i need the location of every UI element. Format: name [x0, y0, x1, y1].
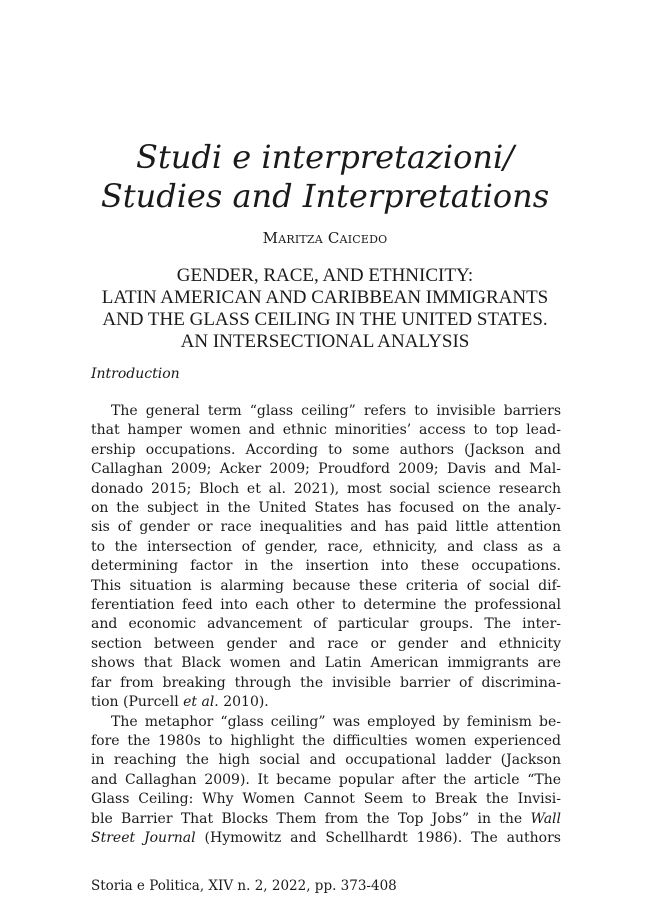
- text-line: that hamper women and ethnic minorities’ access to top lead-: [91, 422, 561, 439]
- text-run: ble Barrier That Blocks Them from the Top Jobs” in the: [91, 810, 531, 827]
- section-title: [0, 138, 650, 216]
- citation-year: 2010).: [218, 694, 269, 711]
- text-line: donado 2015; Bloch et al. 2021), most social science research: [91, 480, 561, 497]
- text-line: far from breaking through the invisible barrier of discrimina-: [91, 674, 561, 691]
- text-line: on the subject in the United States has focused on the analy-: [91, 500, 561, 517]
- journal-name-part-2: Street Journal: [91, 829, 196, 846]
- text-line: in reaching the high social and occupational ladder (Jackson: [91, 752, 561, 769]
- text-line: ership occupations. According to some authors (Jackson and: [91, 441, 561, 458]
- text-line: This situation is alarming because these criteria of social dif-: [91, 577, 561, 594]
- citation-et-al: et al.: [183, 694, 219, 711]
- text-line: Callaghan 2009; Acker 2009; Proudford 2009; Davis and Mal-: [91, 461, 561, 478]
- text-line: ferentiation feed into each other to determine the professional: [91, 597, 561, 614]
- journal-name-part-1: Wall: [530, 810, 561, 827]
- text-line: The general term “glass ceiling” refers to invisible barriers: [111, 403, 561, 419]
- text-run: (Hymowitz and Schellhardt 1986). The authors: [195, 829, 561, 846]
- text-line: [91, 829, 561, 848]
- author-name: Maritza Caicedo: [262, 229, 388, 247]
- article-title-line-1: GENDER, RACE, AND ETHNICITY:: [176, 265, 474, 286]
- text-line: shows that Black women and Latin American immigrants are: [91, 655, 561, 672]
- paragraph-1: [91, 402, 561, 713]
- text-line: and Callaghan 2009). It became popular after the article “The: [91, 771, 561, 788]
- text-line: determining factor in the insertion into these occupations.: [91, 558, 561, 575]
- article-title: [0, 265, 650, 353]
- section-heading-introduction: Introduction: [91, 366, 180, 382]
- text-line: [91, 810, 561, 829]
- text-line: The metaphor “glass ceiling” was employed by feminism be-: [111, 713, 561, 730]
- text-line: Glass Ceiling: Why Women Cannot Seem to Break the Invisi-: [91, 791, 561, 808]
- text-line: section between gender and race or gender and ethnicity: [91, 635, 561, 652]
- text-line: fore the 1980s to highlight the difficulties women experienced: [91, 732, 561, 749]
- text-line: [91, 693, 561, 712]
- section-title-line-2: Studies and Interpretations: [100, 177, 550, 215]
- body-text: [91, 402, 561, 848]
- page-footer-citation: Storia e Politica, XIV n. 2, 2022, pp. 373-408: [91, 878, 397, 894]
- section-title-line-1: Studi e interpretazioni/: [136, 138, 514, 176]
- text-line: and economic advancement of particular groups. The inter-: [91, 616, 561, 633]
- text-line: to the intersection of gender, race, ethnicity, and class as a: [91, 538, 561, 555]
- citation-text: tion (Purcell: [91, 694, 184, 711]
- text-line: sis of gender or race inequalities and has paid little attention: [91, 519, 561, 536]
- article-title-line-3: AND THE GLASS CEILING IN THE UNITED STATES.: [102, 309, 548, 330]
- article-title-line-4: AN INTERSECTIONAL ANALYSIS: [180, 331, 470, 352]
- article-title-line-2: LATIN AMERICAN AND CARIBBEAN IMMIGRANTS: [101, 287, 549, 308]
- paragraph-2: [91, 713, 561, 849]
